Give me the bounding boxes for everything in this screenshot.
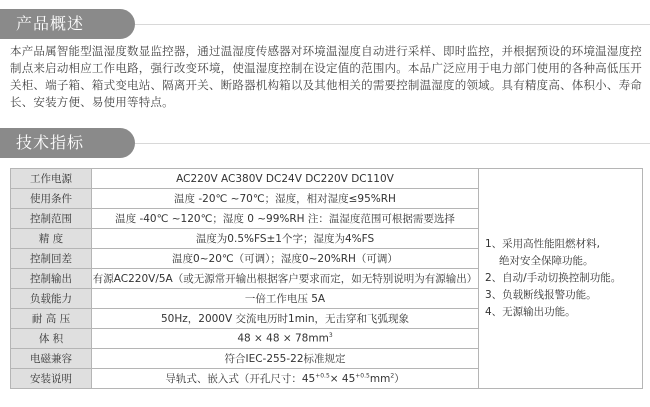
install-unit: mm (369, 373, 391, 385)
unit-exponent: 2 (390, 372, 395, 380)
feature-item: 绝对安全保障功能。 (499, 255, 594, 267)
spec-value: 温度 -20℃ ~70℃；湿度，相对湿度≤95%RH (92, 189, 479, 209)
install-text: 导轨式、嵌入式（开孔尺寸：45 (165, 373, 316, 385)
overview-divider (135, 24, 650, 25)
spec-value: 有源AC220V/5A（或无源常开输出根据客户要求而定，如无特别说明为有源输出） (92, 269, 479, 289)
spec-value: AC220V AC380V DC24V DC220V DC110V (92, 169, 479, 189)
spec-label: 体 积 (11, 329, 92, 349)
spec-label: 控制输出 (11, 269, 92, 289)
feature-item: 1、采用高性能阻燃材料, (485, 238, 601, 250)
install-text-mid: × 45 (329, 373, 356, 385)
spec-table (10, 168, 643, 389)
specs-section-title: 技术指标 (0, 128, 135, 158)
install-close: ） (394, 373, 405, 385)
features-cell (479, 169, 643, 389)
overview-section-title: 产品概述 (0, 9, 135, 39)
tolerance-1: +0.5 (315, 372, 330, 380)
tolerance-2: +0.5 (355, 372, 370, 380)
spec-value: 50Hz，2000V 交流电历时1min，无击穿和飞弧现象 (92, 309, 479, 329)
spec-label: 电磁兼容 (11, 349, 92, 369)
spec-label: 负载能力 (11, 289, 92, 309)
spec-value: 温度0~20℃（可调）；湿度0~20%RH（可调） (92, 249, 479, 269)
spec-label: 控制范围 (11, 209, 92, 229)
spec-value (92, 329, 479, 349)
spec-label: 精 度 (11, 229, 92, 249)
volume-unit-exponent: 3 (328, 332, 333, 340)
feature-item: 2、自动/手动切换控制功能。 (485, 272, 622, 284)
spec-value: 符合IEC-255-22标准规定 (92, 349, 479, 369)
table-row (11, 169, 643, 189)
spec-value (92, 369, 479, 389)
spec-label: 控制回差 (11, 249, 92, 269)
specs-divider (135, 143, 650, 144)
volume-value: 48 × 48 × 78mm (237, 332, 329, 345)
spec-label: 耐 高 压 (11, 309, 92, 329)
spec-value: 温度 -40℃ ~120℃；湿度 0 ~99%RH 注：温湿度范围可根据需要选择 (92, 209, 479, 229)
feature-item: 3、负载断线报警功能。 (485, 289, 597, 301)
overview-text: 本产品属智能型温湿度数显监控器，通过温湿度传感器对环境温湿度自动进行采样、即时监控，并根据预设的环境温湿度控制点来启动相应工作电路，强行改变环境，使温湿度控制在设定值的范围内。本品广泛应用于电力部门使用的各种高低压开关柜、端子箱、箱式变电站、隔离开关、断路器机构箱以及其他相关的需要控制温湿度的领域。具有精度高、体积小、寿命长、安装方便、易使用等特点。 (10, 44, 642, 109)
feature-item: 4、无源输出功能。 (485, 306, 576, 318)
spec-label: 使用条件 (11, 189, 92, 209)
spec-value: 温度为0.5%FS±1个字；湿度为4%FS (92, 229, 479, 249)
spec-value: 一倍工作电压 5A (92, 289, 479, 309)
spec-label: 工作电源 (11, 169, 92, 189)
spec-label: 安装说明 (11, 369, 92, 389)
